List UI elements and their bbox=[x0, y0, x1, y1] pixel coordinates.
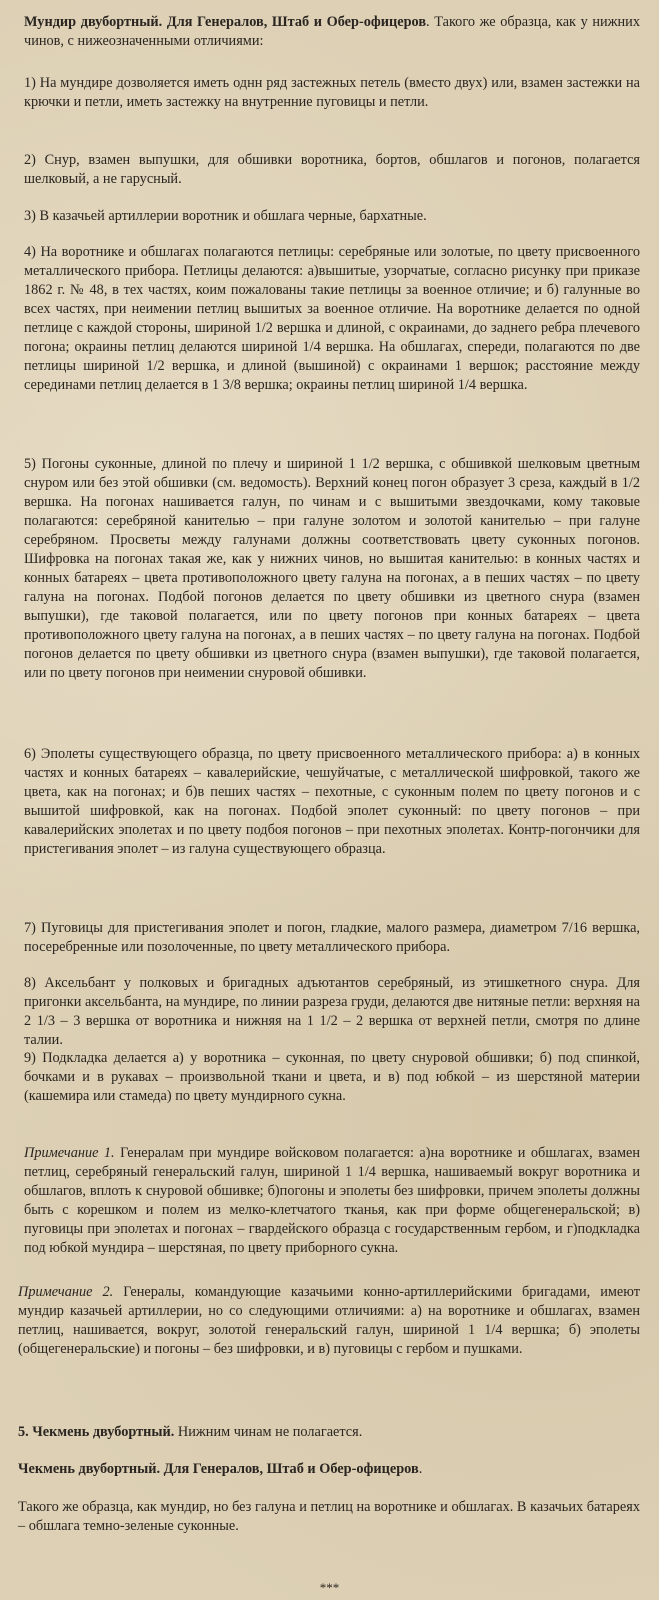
paragraph-6: 6) Эполеты существующего образца, по цвету присвоенного металлического прибора: а) в конных частях и конных батареях – кавалерийские, чешуйчатые, с металлической шифровкой, такого же цвета, как на погонах; и б)в пеших частях – пехотные, с суконным полем по цвету погонов и с вышитой шифровкой, как на погонах. Подбой эполет суконный: по цвету погонов – при кавалерийских эполетах и по цвету подбоя погонов – при пехотных эполетах. Контр-погончики для пристегивания эполет – из галуна существующего образца. bbox=[24, 746, 640, 857]
paragraph-2: 2) Снур, взамен выпушки, для обшивки воротника, бортов, обшлагов и погонов, полагается шелковый, а не гарусный. bbox=[24, 152, 640, 187]
note-label: Примечание 1. bbox=[24, 1145, 115, 1161]
section-title: Чекмень двубортный. Для Генералов, Штаб и Обер-офицеров bbox=[18, 1461, 419, 1477]
paragraph-7: 7) Пуговицы для пристегивания эполет и погон, гладкие, малого размера, диаметром 7/16 вершка, посеребренные или позолоченные, по цвету металлического прибора. bbox=[24, 920, 640, 955]
note-1 bbox=[24, 1144, 640, 1258]
paragraph-1: 1) На мундире дозволяется иметь однн ряд застежных петель (вместо двух) или, взамен застежки на крючки и петли, иметь застежку на внутренние пуговицы и петли. bbox=[24, 75, 640, 110]
paragraph-8: 8) Аксельбант у полковых и бригадных адъютантов серебряный, из этишкетного снура. Для пригонки аксельбанта, на мундире, по линии разреза груди, делаются две нитяные петли: верхняя на 2 1/3 – 3 вершка от воротника и нижняя на 1 1/2 – 2 вершка от верхней петли, смотря по длине талии. bbox=[24, 975, 640, 1048]
paragraph-10: Такого же образца, как мундир, но без галуна и петлиц на воротнике и обшлагах. В казачьих батареях – обшлага темно-зеленые суконные. bbox=[18, 1499, 640, 1534]
paragraph-4: 4) На воротнике и обшлагах полагаются петлицы: серебряные или золотые, по цвету присвоенного металлического прибора. Петлицы делаются: а)вышитые, узорчатые, согласно рисунку при приказе 1862 г. № 48, в тех частях, коим пожалованы такие петлицы за военное отличие; и б) галунные во всех частях, при неимении петлиц вышитых за военное отличие. На воротнике делается по одной петлице с каждой стороны, шириной 1/2 вершка и длиной, с окраинами, до заднего ребра плечевого погона; окраины петлиц делаются шириной 1/4 вершка. На обшлагах, спереди, полагаются по две петлицы шириной 1/2 вершка, и длиной (вышиной) с окраинами 1 вершок; расстояние между серединами петлиц делается в 1 3/8 вершка; окраины петлиц шириной 1/4 вершка. bbox=[24, 244, 640, 393]
section-text: Нижним чинам не полагается. bbox=[174, 1424, 363, 1440]
section-5-subheading bbox=[18, 1460, 640, 1479]
paragraph-intro bbox=[24, 13, 640, 51]
section-divider: *** bbox=[319, 1580, 340, 1595]
note-text: Генералам при мундире войсковом полагается: а)на воротнике и обшлагах, взамен петлиц, серебряный генеральский галун, шириной 1 1/4 вершка, нашиваемый вокруг воротника и обшлагов, вплоть к снуровой обшивке; б)погоны и эполеты без шифровки, причем эполеты должны быть с корешком и полем из мелко-клетчатого тканья, как при форме общегенеральской; в) пуговицы при эполетах и погонах – гвардейского образца с государственным гербом, и г)подкладка под юбкой мундира – шерстяная, по цвету приборного сукна. bbox=[24, 1145, 640, 1256]
paragraph-5: 5) Погоны суконные, длиной по плечу и шириной 1 1/2 вершка, с обшивкой шелковым цветным снуром или без этой обшивки (см. ведомость). Верхний конец погон образует 3 среза, каждый в 1/2 вершка. На погонах нашивается галун, по чинам и с вышитыми звездочками, кому таковые полагаются: серебряной канителью – при галуне золотом и золотой канителью – при галуне серебряном. Просветы между галунами должны соответствовать цвету суконных погонов. Шифровка на погонах такая же, как у нижних чинов, но вышитая канителью: в конных частях и конных батареях – цвета противоположного цвету галуна на погонах, а в пеших частях – по цвету галуна на погонах. Подбой погонов делается по цвету обшивки из цветного снура (взамен выпушки), где таковой полагается, или по цвету погонов при конных батареях – цвета противоположного цвету галуна на погонах, а в пеших частях – по цвету галуна на погонах. Подбой погонов делается по цвету обшивки из цветного снура (взамен выпушки), где таковой полагается, или по цвету погонов при неимении снуровой обшивки. bbox=[24, 456, 640, 681]
paragraph-text: . Такого же образца, как у нижних чинов, с нижеозначенными отличиями: bbox=[24, 14, 640, 49]
section-text: . bbox=[418, 1461, 423, 1477]
paragraph-9: 9) Подкладка делается а) у воротника – суконная, по цвету снуровой обшивки; б) под спинкой, бочками и в рукавах – произвольной ткани и цвета, и в) под юбкой – из шерстяной материи (кашемира или стамеда) по цвету мундирного сукна. bbox=[24, 1050, 640, 1104]
note-text: Генералы, командующие казачьими конно-артиллерийскими бригадами, имеют мундир казачьей артиллерии, но со следующими отличиями: а) на воротнике и обшлагах, взамен петлиц, нашивается, вокруг, золотой генеральский галун, шириной 1 1/4 вершка; б) эполеты (общегенеральские) и погоны – без шифровки, и в) пуговицы с гербом и пушками. bbox=[18, 1284, 640, 1357]
section-title: Мундир двубортный. Для Генералов, Штаб и Обер-офицеров bbox=[24, 14, 427, 30]
section-5-heading bbox=[18, 1423, 640, 1442]
section-title: 5. Чекмень двубортный. bbox=[18, 1424, 175, 1440]
note-2 bbox=[18, 1283, 640, 1359]
paragraph-3: 3) В казачьей артиллерии воротник и обшлага черные, бархатные. bbox=[24, 208, 427, 224]
note-label: Примечание 2. bbox=[18, 1284, 114, 1300]
